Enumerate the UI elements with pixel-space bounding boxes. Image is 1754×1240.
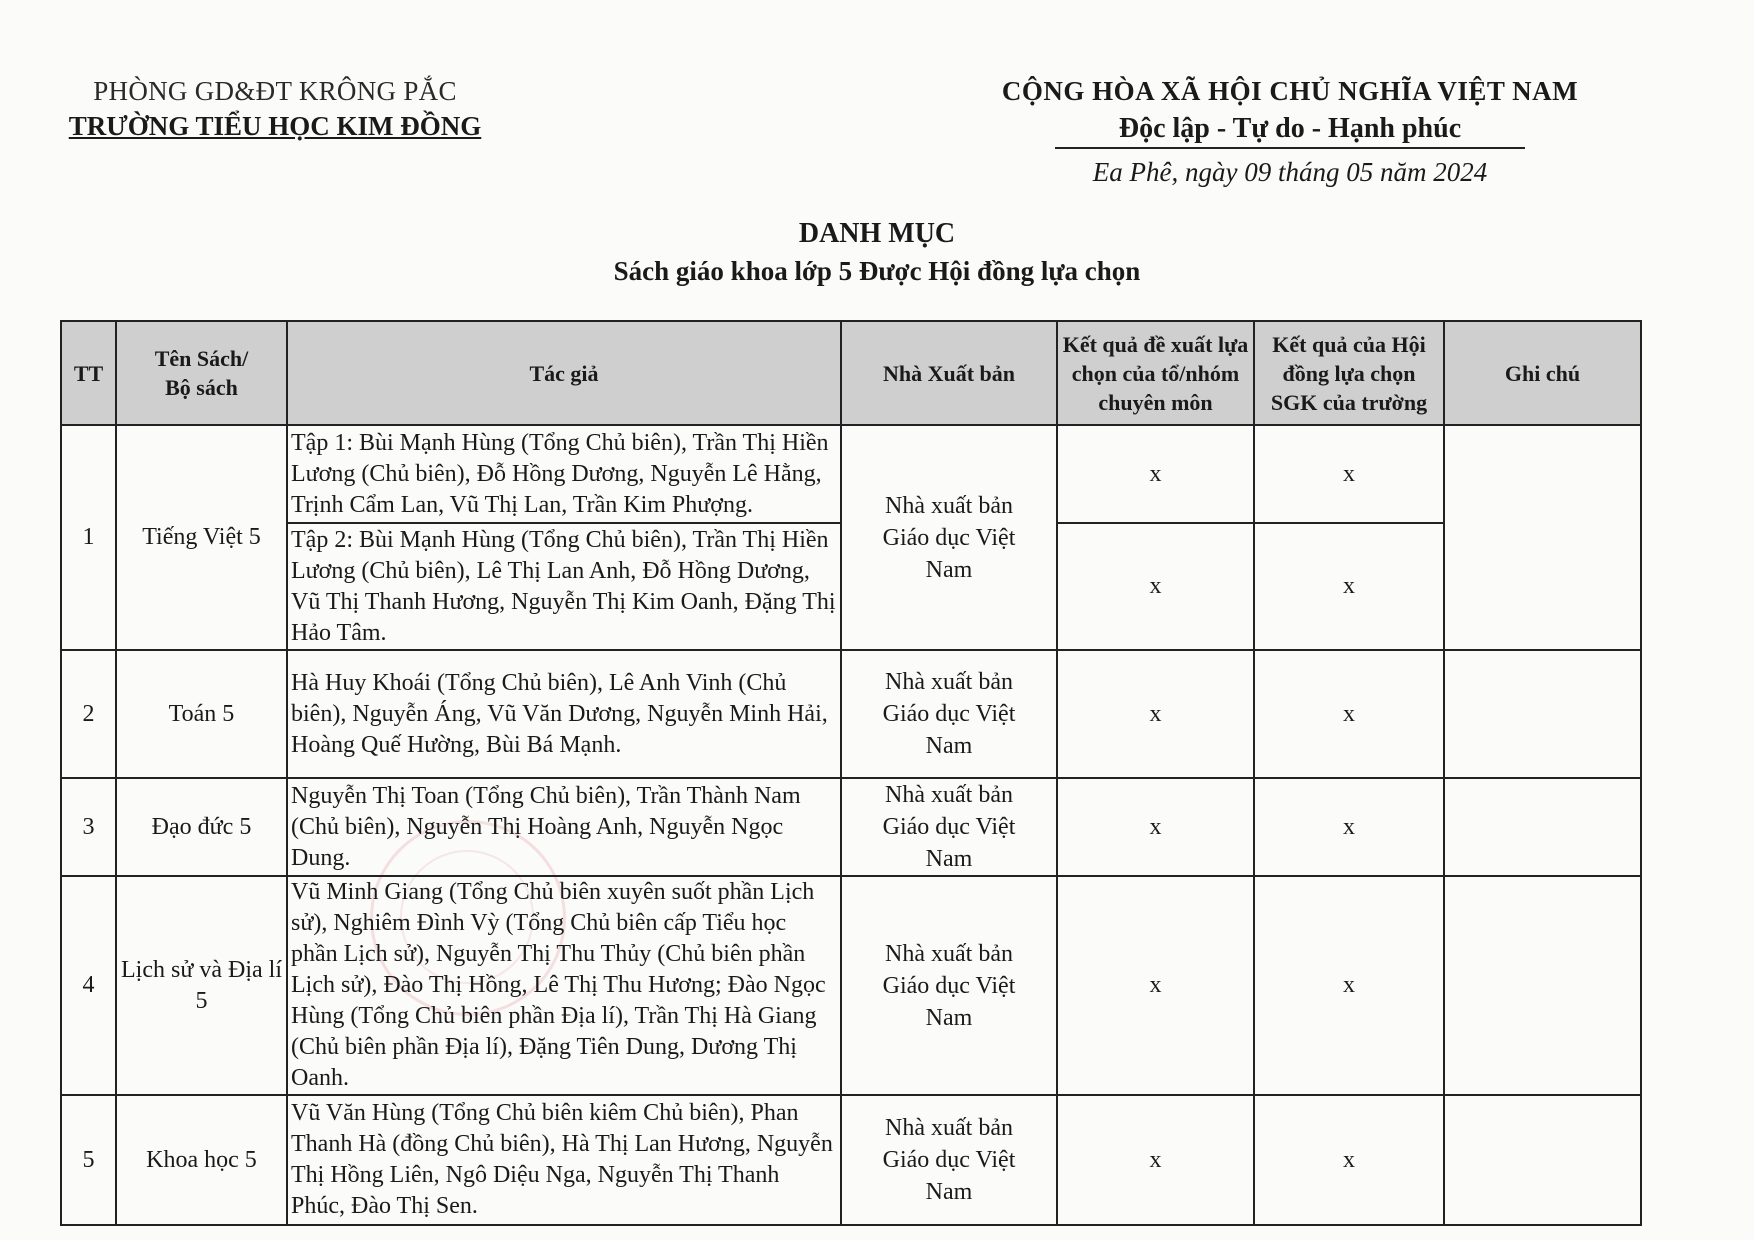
table-row (61, 650, 1641, 778)
row-council-result: x (1254, 523, 1444, 650)
table-header-row (61, 321, 1641, 425)
row-council-result: x (1254, 876, 1444, 1095)
school-name: TRƯỜNG TIỂU HỌC KIM ĐỒNG (68, 111, 482, 141)
header-group-result: Kết quả đề xuất lựa chọn của tổ/nhóm chuyên môn (1057, 321, 1254, 425)
header-book-line2: Bộ sách (165, 375, 238, 400)
row-author: Vũ Văn Hùng (Tổng Chủ biên kiêm Chủ biên), Phan Thanh Hà (đồng Chủ biên), Hà Thị Lan Hương, Nguyễn Thị Hồng Liên, Ngô Diệu Nga, Nguyễn Thị Thanh Phúc, Đào Thị Sen. (287, 1095, 841, 1225)
row-tt: 4 (61, 876, 116, 1095)
row-council-result: x (1254, 425, 1444, 523)
nation-block (980, 76, 1600, 188)
row-tt: 1 (61, 425, 116, 650)
row-author: Vũ Minh Giang (Tổng Chủ biên xuyên suốt phần Lịch sử), Nghiêm Đình Vỳ (Tổng Chủ biên cấp Tiểu học phần Lịch sử), Nguyễn Thị Thu Thủy (Chủ biên phần Lịch sử), Đào Thị Hồng, Lê Thị Thu Hương; Đào Ngọc Hùng (Tổng Chủ biên phần Địa lí), Trần Thị Hà Giang (Chủ biên phần Địa lí), Đặng Tiên Dung, Dương Thị Oanh. (287, 876, 841, 1095)
row-group-result: x (1057, 523, 1254, 650)
row-note (1444, 425, 1641, 650)
row-note (1444, 778, 1641, 876)
header-book (116, 321, 287, 425)
table-row (61, 1095, 1641, 1225)
row-publisher: Nhà xuất bản Giáo dục Việt Nam (841, 1095, 1057, 1225)
row-book: Khoa học 5 (116, 1095, 287, 1225)
row-book: Toán 5 (116, 650, 287, 778)
row-book: Tiếng Việt 5 (116, 425, 287, 650)
nation-name: CỘNG HÒA XÃ HỘI CHỦ NGHĨA VIỆT NAM (1001, 76, 1579, 106)
row-tt: 2 (61, 650, 116, 778)
header-book-line1: Tên Sách/ (154, 346, 249, 371)
row-publisher: Nhà xuất bản Giáo dục Việt Nam (841, 778, 1057, 876)
row-book: Lịch sử và Địa lí 5 (116, 876, 287, 1095)
header-council-result: Kết quả của Hội đồng lựa chọn SGK của trường (1254, 321, 1444, 425)
row-group-result: x (1057, 425, 1254, 523)
table-row (61, 425, 1641, 523)
row-note (1444, 650, 1641, 778)
textbook-table (60, 320, 1642, 1226)
row-author: Tập 2: Bùi Mạnh Hùng (Tổng Chủ biên), Trần Thị Hiền Lương (Chủ biên), Lê Thị Lan Anh, Đỗ Hồng Dương, Vũ Thị Thanh Hương, Nguyễn Thị Kim Oanh, Đặng Thị Hảo Tâm. (287, 523, 841, 650)
header-author: Tác giả (287, 321, 841, 425)
row-note (1444, 876, 1641, 1095)
table-row (61, 778, 1641, 876)
row-council-result: x (1254, 1095, 1444, 1225)
row-publisher: Nhà xuất bản Giáo dục Việt Nam (841, 876, 1057, 1095)
row-book: Đạo đức 5 (116, 778, 287, 876)
department-name: PHÒNG GD&ĐT KRÔNG PẮC (93, 76, 457, 106)
row-group-result: x (1057, 876, 1254, 1095)
row-group-result: x (1057, 778, 1254, 876)
issue-date: Ea Phê, ngày 09 tháng 05 năm 2024 (1092, 157, 1488, 187)
row-council-result: x (1254, 778, 1444, 876)
document-title: DANH MỤC (798, 218, 956, 249)
row-group-result: x (1057, 1095, 1254, 1225)
row-tt: 5 (61, 1095, 116, 1225)
row-publisher: Nhà xuất bản Giáo dục Việt Nam (841, 425, 1057, 650)
table-row (61, 876, 1641, 1095)
header-note: Ghi chú (1444, 321, 1641, 425)
row-note (1444, 1095, 1641, 1225)
header-tt: TT (61, 321, 116, 425)
header-publisher: Nhà Xuất bản (841, 321, 1057, 425)
row-author: Nguyễn Thị Toan (Tổng Chủ biên), Trần Thành Nam (Chủ biên), Nguyễn Thị Hoàng Anh, Nguyễn Ngọc Dung. (287, 778, 841, 876)
row-publisher: Nhà xuất bản Giáo dục Việt Nam (841, 650, 1057, 778)
document-subtitle: Sách giáo khoa lớp 5 Được Hội đồng lựa chọn (613, 256, 1141, 286)
row-council-result: x (1254, 650, 1444, 778)
row-group-result: x (1057, 650, 1254, 778)
row-tt: 3 (61, 778, 116, 876)
row-author: Tập 1: Bùi Mạnh Hùng (Tổng Chủ biên), Trần Thị Hiền Lương (Chủ biên), Đỗ Hồng Dương, Nguyễn Lê Hằng, Trịnh Cẩm Lan, Vũ Thị Lan, Trần Kim Phượng. (287, 425, 841, 523)
issuer-block (60, 76, 490, 142)
motto: Độc lập - Tự do - Hạnh phúc (1055, 113, 1525, 149)
row-author: Hà Huy Khoái (Tổng Chủ biên), Lê Anh Vinh (Chủ biên), Nguyễn Áng, Vũ Văn Dương, Nguyễn Minh Hải, Hoàng Quế Hường, Bùi Bá Mạnh. (287, 650, 841, 778)
